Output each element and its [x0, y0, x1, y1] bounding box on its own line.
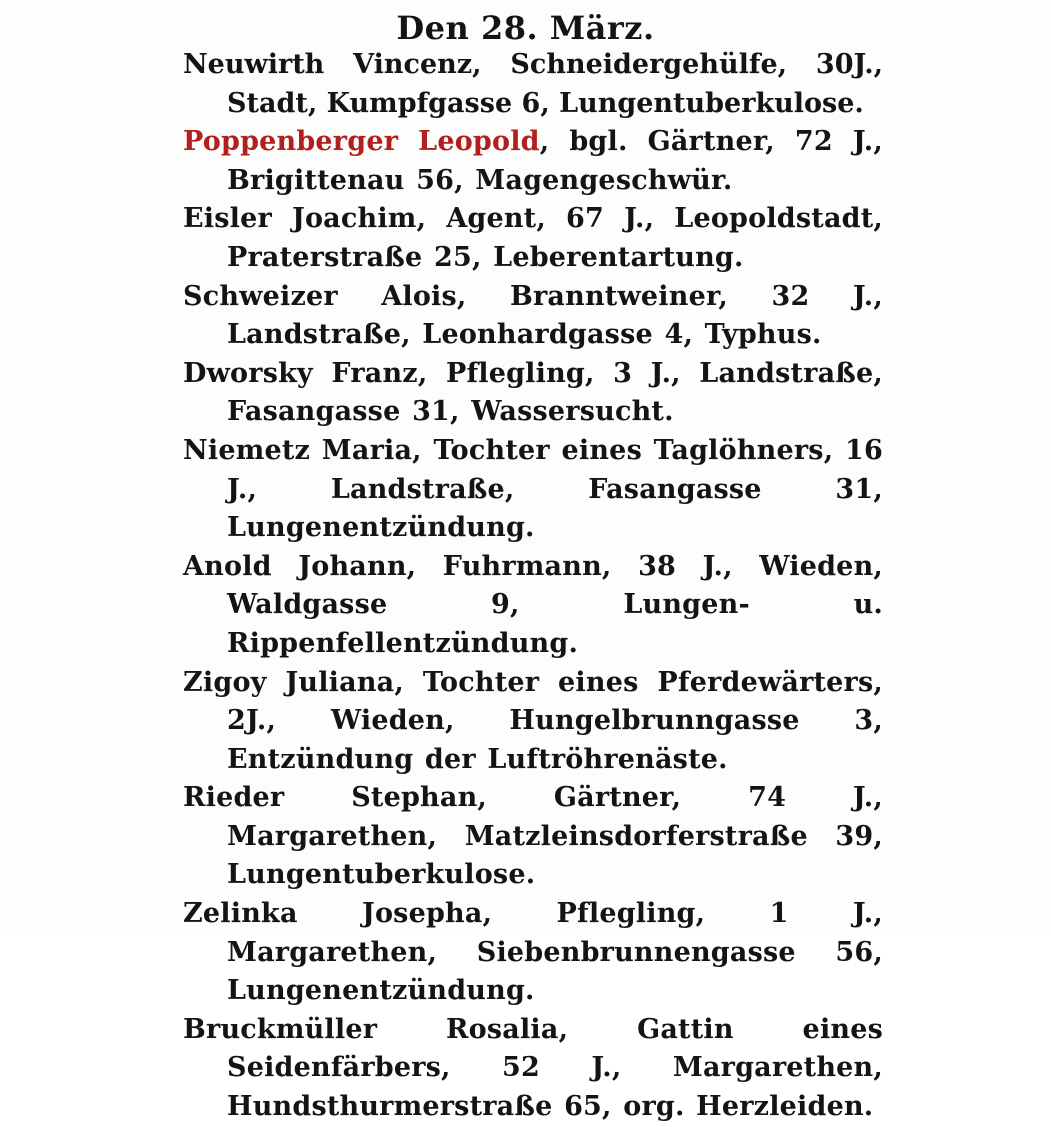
entry-name: Rieder Stephan [183, 782, 478, 814]
entry-name: Schweizer Alois [183, 280, 457, 312]
register-entry [183, 1011, 883, 1127]
entry-details: , Gärtner, 74 J., Margarethen, Matzleinsdorferstraße 39, Lungentuberkulose. [227, 782, 884, 891]
entry-name: Eisler Joachim [183, 203, 417, 235]
entry-details: , Fuhrmann, 38 J., Wieden, Waldgasse 9, Lungen- u. Rippenfellentzündung. [227, 550, 883, 659]
entry-details: , Pflegling, 3 J., Landstraße, Fasangasse 31, Wassersucht. [227, 357, 883, 428]
entry-details: , Pflegling, 1 J., Margarethen, Siebenbrunnengasse 56, Lungenentzündung. [227, 898, 883, 1007]
register-entry [183, 779, 883, 895]
entry-name: Dworsky Franz [183, 357, 418, 389]
register-entry [183, 46, 883, 123]
death-register-list [183, 46, 883, 1127]
register-entry [183, 548, 883, 664]
entry-name: Anold Johann [183, 550, 407, 582]
entry-details: , bgl. Gärtner, 72 J., Brigittenau 56, Magengeschwür. [227, 126, 883, 196]
entry-details: , Agent, 67 J., Leopoldstadt, Praterstraße 25, Leberentartung. [227, 203, 883, 273]
entry-details: , Gattin eines Seidenfärbers, 52 J., Margarethen, Hundsthurmerstraße 65, org. Herzleiden. [227, 1013, 884, 1123]
entry-details: , Schneidergehülfe, 30J., Stadt, Kumpfgasse 6, Lungentuberkulose. [227, 49, 883, 119]
entry-details: , Tochter eines Taglöhners, 16 J., Landstraße, Fasangasse 31, Lungenentzündung. [227, 434, 883, 544]
entry-name: Zigoy Juliana [183, 666, 395, 698]
register-entry [183, 664, 883, 780]
register-entry [183, 895, 883, 1011]
entry-details: , Tochter eines Pferdewärters, 2J., Wieden, Hungelbrunngasse 3, Entzündung der Luftröhrenäste. [227, 666, 883, 775]
entry-details: , Branntweiner, 32 J., Landstraße, Leonhardgasse 4, Typhus. [227, 280, 883, 351]
date-heading: Den 28. März. [396, 9, 655, 47]
register-entry [183, 432, 883, 548]
register-entry [183, 200, 883, 277]
entry-name: Bruckmüller Rosalia [183, 1013, 559, 1045]
entry-name: Niemetz Maria [183, 434, 413, 466]
register-entry [183, 278, 883, 355]
register-entry-highlighted [183, 123, 883, 200]
entry-name-highlighted: Poppenberger Leopold [183, 126, 540, 158]
register-entry [183, 355, 883, 432]
entry-name: Zelinka Josepha [183, 898, 483, 930]
entry-name: Neuwirth Vincenz [183, 49, 473, 80]
